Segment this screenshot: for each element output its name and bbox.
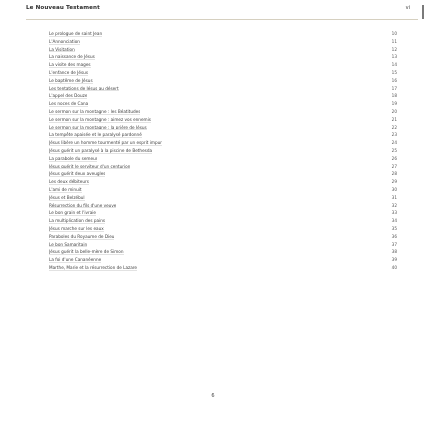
toc-entry[interactable]	[49, 233, 397, 241]
toc-entry[interactable]	[49, 217, 397, 225]
book-title: Le Nouveau Testament	[26, 5, 100, 11]
toc-entry-title: Le baptême de Jésus	[49, 77, 93, 83]
toc-entry-title: Les noces de Cana	[49, 101, 89, 107]
toc-entry-title: Résurrection du fils d'une veuve	[49, 202, 117, 208]
toc-entry-title: Le bon grain et l'ivraie	[49, 210, 96, 216]
toc-entry-page: 27	[391, 163, 397, 169]
toc-entry[interactable]	[49, 186, 397, 194]
toc-entry-page: 24	[391, 140, 397, 146]
toc-entry-page: 26	[391, 155, 397, 161]
toc-entry-title: L'Annonciation	[49, 38, 80, 44]
table-of-contents	[49, 30, 397, 272]
toc-entry[interactable]	[49, 108, 397, 116]
toc-entry-page: 11	[391, 38, 397, 44]
toc-entry-page: 37	[391, 241, 397, 247]
toc-entry-page: 33	[391, 210, 397, 216]
toc-entry[interactable]	[49, 225, 397, 233]
toc-entry-page: 20	[391, 108, 397, 114]
toc-entry[interactable]	[49, 194, 397, 202]
toc-entry-title: Le bon Samaritain	[49, 241, 88, 247]
toc-entry-page: 17	[391, 85, 397, 91]
toc-entry-title: Jésus guérit le serviteur d'un centurion	[49, 163, 131, 169]
footer-page-number: 6	[211, 393, 215, 399]
toc-entry-title: Jésus marche sur les eaux	[49, 225, 104, 231]
page-edge-mark	[422, 5, 424, 19]
toc-entry-title: La tempête apaisée et le paralysé pardonné	[49, 132, 142, 138]
toc-entry[interactable]	[49, 209, 397, 217]
toc-entry-title: L'enfance de Jésus	[49, 69, 89, 75]
toc-entry-page: 40	[391, 264, 397, 270]
toc-entry-page: 35	[391, 225, 397, 231]
toc-entry-page: 32	[391, 202, 397, 208]
toc-entry-page: 29	[391, 179, 397, 185]
toc-entry[interactable]	[49, 100, 397, 108]
toc-entry[interactable]	[49, 116, 397, 124]
toc-entry-page: 16	[391, 77, 397, 83]
toc-entry-title: Jésus guérit deux aveugles	[49, 171, 106, 177]
toc-entry[interactable]	[49, 139, 397, 147]
toc-entry-page: 23	[391, 132, 397, 138]
toc-entry[interactable]	[49, 38, 397, 46]
toc-entry-page: 36	[391, 233, 397, 239]
toc-entry-title: L'ami de minuit	[49, 186, 82, 192]
toc-entry-page: 22	[391, 124, 397, 130]
toc-entry-title: La naissance de Jésus	[49, 54, 95, 60]
toc-entry-page: 14	[391, 62, 397, 68]
toc-entry-title: Paraboles du Royaume de Dieu	[49, 233, 115, 239]
toc-entry-page: 21	[391, 116, 397, 122]
toc-entry[interactable]	[49, 53, 397, 61]
toc-entry-title: Jésus libère un homme tourmenté par un esprit impur	[49, 140, 163, 146]
toc-entry-title: La visite des mages	[49, 62, 91, 68]
header-page-number: vi	[405, 5, 410, 11]
toc-entry-page: 28	[391, 171, 397, 177]
toc-entry[interactable]	[49, 170, 397, 178]
toc-entry-title: Jésus et Belzébul	[49, 194, 85, 200]
toc-entry[interactable]	[49, 124, 397, 132]
toc-entry[interactable]	[49, 85, 397, 93]
toc-entry-title: Les deux débiteurs	[49, 179, 89, 185]
toc-entry[interactable]	[49, 202, 397, 210]
toc-entry[interactable]	[49, 163, 397, 171]
toc-entry[interactable]	[49, 92, 397, 100]
toc-entry[interactable]	[49, 131, 397, 139]
toc-entry-page: 30	[391, 186, 397, 192]
toc-entry-title: La parabole du semeur	[49, 155, 98, 161]
toc-entry[interactable]	[49, 69, 397, 77]
toc-entry-page: 13	[391, 54, 397, 60]
toc-entry-title: La foi d'une Cananéenne	[49, 257, 102, 263]
toc-entry-page: 25	[391, 147, 397, 153]
toc-entry-title: Marthe, Marie et la résurrection de Lazare	[49, 264, 138, 270]
toc-entry-page: 10	[391, 31, 397, 36]
toc-entry[interactable]	[49, 61, 397, 69]
toc-entry[interactable]	[49, 46, 397, 54]
toc-entry-title: La Visitation	[49, 46, 75, 52]
toc-entry-title: Jésus guérit un paralysé à la piscine de Bethesda	[49, 147, 153, 153]
toc-entry-page: 18	[391, 93, 397, 99]
toc-entry[interactable]	[49, 77, 397, 85]
toc-entry[interactable]	[49, 256, 397, 264]
toc-entry-page: 15	[391, 69, 397, 75]
toc-entry[interactable]	[49, 248, 397, 256]
toc-entry-page: 19	[391, 101, 397, 107]
toc-entry-title: La multiplication des pains	[49, 218, 106, 224]
toc-entry[interactable]	[49, 147, 397, 155]
toc-entry-page: 12	[391, 46, 397, 52]
toc-entry-title: Le sermon sur la montagne : aimez vos ennemis	[49, 116, 151, 122]
toc-entry-title: Les tentations de Jésus au désert	[49, 85, 119, 91]
toc-entry-page: 31	[391, 194, 397, 200]
toc-entry-title: L'appel des Douze	[49, 93, 88, 99]
toc-entry-title: Le sermon sur la montagne : la prière de Jésus	[49, 124, 147, 130]
toc-entry-title: Le sermon sur la montagne : les Béatitudes	[49, 108, 141, 114]
running-header	[26, 3, 418, 20]
toc-entry-page: 34	[391, 218, 397, 224]
toc-entry[interactable]	[49, 155, 397, 163]
toc-entry[interactable]	[49, 264, 397, 272]
toc-entry-title: Le prologue de saint Jean	[49, 31, 103, 36]
toc-entry[interactable]	[49, 241, 397, 249]
toc-entry[interactable]	[49, 30, 397, 38]
toc-entry-title: Jésus guérit la belle-mère de Simon	[49, 249, 124, 255]
toc-entry-page: 39	[391, 257, 397, 263]
toc-entry-page: 38	[391, 249, 397, 255]
toc-entry[interactable]	[49, 178, 397, 186]
